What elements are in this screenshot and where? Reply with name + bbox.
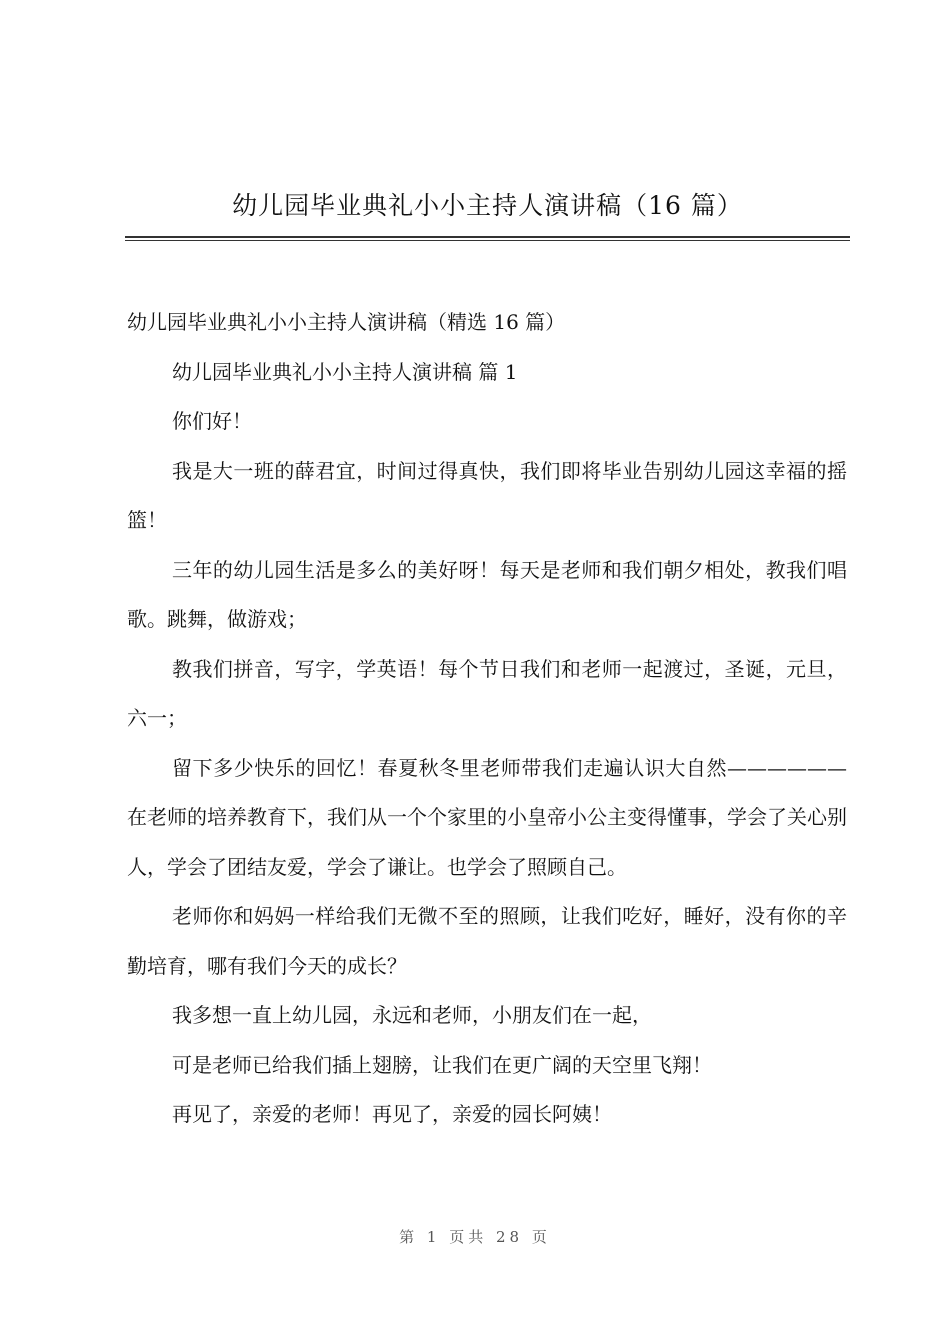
paragraph: 可是老师已给我们插上翅膀，让我们在更广阔的天空里飞翔！ [172, 1052, 712, 1077]
paragraph-section-heading: 幼儿园毕业典礼小小主持人演讲稿 篇 1 [172, 359, 518, 384]
paragraph: 再见了，亲爱的老师！再见了，亲爱的园长阿姨！ [172, 1102, 612, 1126]
document-title: 幼儿园毕业典礼小小主持人演讲稿（16 篇） [232, 191, 743, 220]
paragraph: 老师你和妈妈一样给我们无微不至的照顾，让我们吃好，睡好，没有你的辛勤培育，哪有我们今天的成长？ [127, 904, 847, 978]
paragraph-subtitle: 幼儿园毕业典礼小小主持人演讲稿（精选 16 篇） [127, 310, 566, 334]
page-number-footer: 第 1 页共 28 页 [399, 1228, 551, 1246]
paragraph: 留下多少快乐的回忆！春夏秋冬里老师带我们走遍认识大自然——————在老师的培养教育下，我们从一个个家里的小皇帝小公主变得懂事，学会了关心别人，学会了团结友爱，学会了谦让。也学会了照顾自己。 [127, 755, 847, 879]
paragraph: 你们好！ [172, 409, 252, 433]
title-underline-thin [125, 240, 850, 241]
paragraph: 三年的幼儿园生活是多么的美好呀！每天是老师和我们朝夕相处，教我们唱歌。跳舞，做游戏； [127, 557, 847, 631]
paragraph: 我多想一直上幼儿园，永远和老师，小朋友们在一起， [172, 1003, 652, 1027]
title-underline [125, 236, 850, 238]
paragraph: 教我们拼音，写字，学英语！每个节日我们和老师一起渡过，圣诞，元旦，六一； [127, 656, 847, 730]
paragraph: 我是大一班的薛君宜，时间过得真快，我们即将毕业告别幼儿园这幸福的摇篮！ [127, 458, 847, 532]
document-body [127, 298, 847, 1140]
